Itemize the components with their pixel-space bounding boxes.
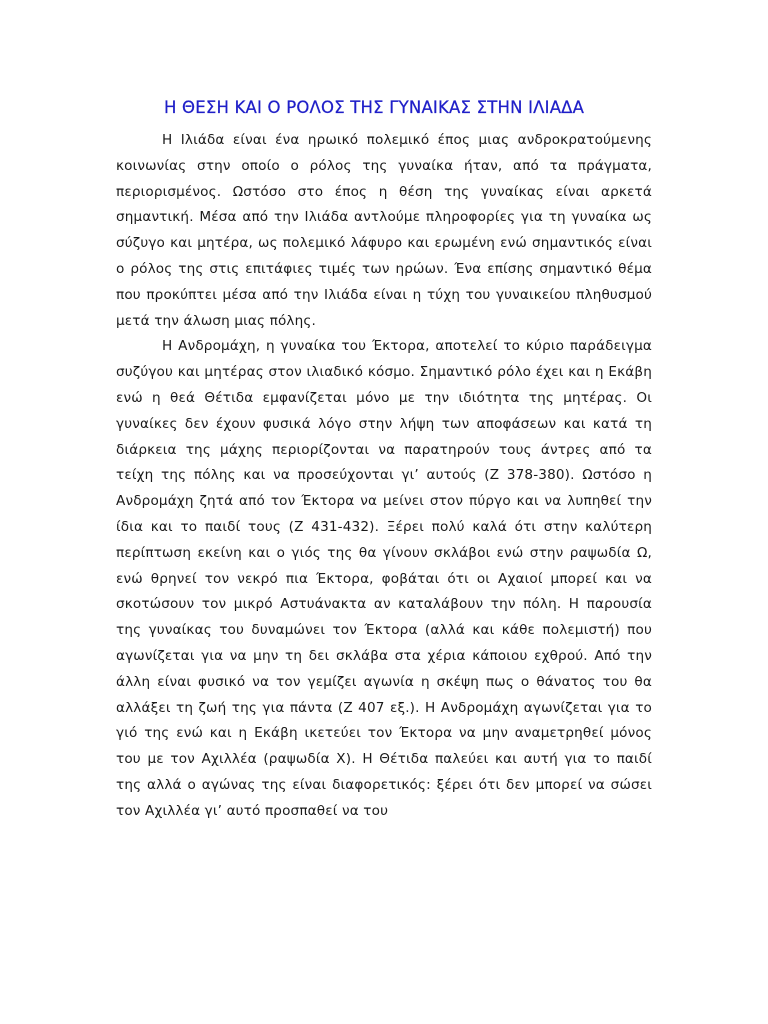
- body-paragraph-andromache: Η Ανδρομάχη, η γυναίκα του Έκτορα, αποτελεί το κύριο παράδειγμα συζύγου και μητέρας στον ιλιαδικό κόσμο. Σημαντικό ρόλο έχει και η Εκάβη ενώ η θεά Θέτιδα εμφανίζεται μόνο με την ιδιότητα της μητέρας. Οι γυναίκες δεν έχουν φυσικά λόγο στην λήψη των αποφάσεων και κατά τη διάρκεια της μάχης περιορίζονται να παρατηρούν τους άντρες από τα τείχη της πόλης και να προσεύχονται γι’ αυτούς (Ζ 378-380). Ωστόσο η Ανδρομάχη ζητά από τον Έκτορα να μείνει στον πύργο και να λυπηθεί την ίδια και το παιδί τους (Ζ 431-432). Ξέρει πολύ καλά ότι στην καλύτερη περίπτωση εκείνη και ο γιός της θα γίνουν σκλάβοι ενώ στην ραψωδία Ω, ενώ θρηνεί τον νεκρό πια Έκτορα, φοβάται ότι οι Αχαιοί μπορεί και να σκοτώσουν τον μικρό Αστυάνακτα αν καταλάβουν την πόλη. Η παρουσία της γυναίκας του δυναμώνει τον Έκτορα (αλλά και κάθε πολεμιστή) που αγωνίζεται για να μην τη δει σκλάβα στα χέρια κάποιου εχθρού. Από την άλλη είναι φυσικό να τον γεμίζει αγωνία η σκέψη πως ο θάνατος του θα αλλάξει τη ζωή της για πάντα (Ζ 407 εξ.). Η Ανδρομάχη αγωνίζεται για το γιό της ενώ και η Εκάβη ικετεύει τον Έκτορα να μην αναμετρηθεί μόνος του με τον Αχιλλέα (ραψωδία Χ). Η Θέτιδα παλεύει και αυτή για το παιδί της αλλά ο αγώνας της είναι διαφορετικός: ξέρει ότι δεν μπορεί να σώσει τον Αχιλλέα γι’ αυτό προσπαθεί να του: [116, 338, 652, 819]
- document-page: [116, 92, 652, 825]
- body-paragraph-intro: Η Ιλιάδα είναι ένα ηρωικό πολεμικό έπος μιας ανδροκρατούμενης κοινωνίας στην οποίο ο ρόλος της γυναίκα ήταν, από τα πράγματα, περιορισμένος. Ωστόσο στο έπος η θέση της γυναίκας είναι αρκετά σημαντική. Μέσα από την Ιλιάδα αντλούμε πληροφορίες για τη γυναίκα ως σύζυγο και μητέρα, ως πολεμικό λάφυρο και ερωμένη ενώ σημαντικός είναι ο ρόλος της στις επιτάφιες τιμές των ηρώων. Ένα επίσης σημαντικό θέμα που προκύπτει μέσα από την Ιλιάδα είναι η τύχη του γυναικείου πληθυσμού μετά την άλωση μιας πόλης.: [116, 132, 652, 329]
- document-title: Η ΘΕΣΗ ΚΑΙ Ο ΡΟΛΟΣ ΤΗΣ ΓΥΝΑΙΚΑΣ ΣΤΗΝ ΙΛΙΑΔΑ: [164, 98, 585, 117]
